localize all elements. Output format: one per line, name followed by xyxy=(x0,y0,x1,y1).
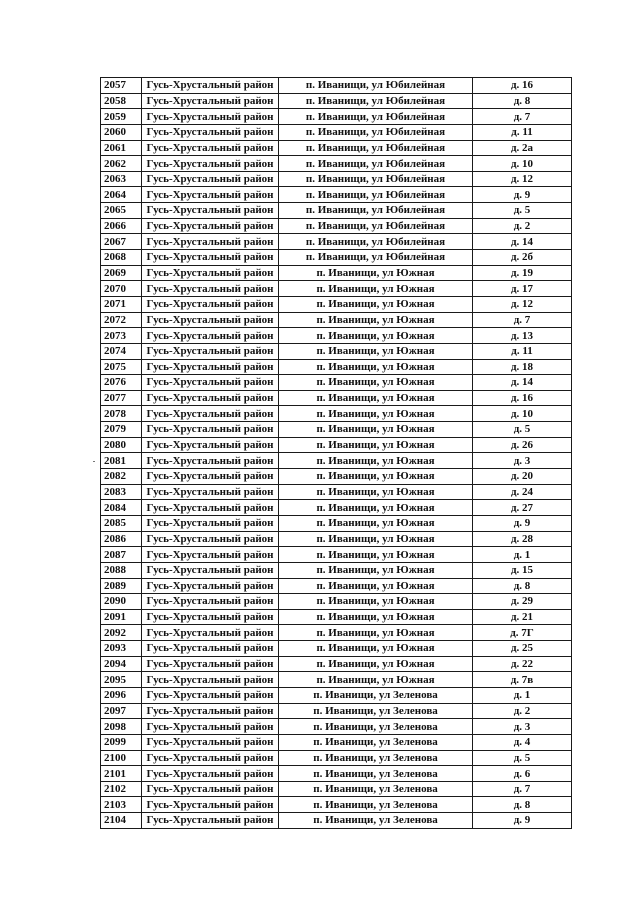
table-row xyxy=(101,265,572,281)
row-number-cell: 2066 xyxy=(101,218,142,234)
district-cell: Гусь-Хрустальный район xyxy=(142,312,279,328)
district-cell: Гусь-Хрустальный район xyxy=(142,578,279,594)
house-number-cell: д. 8 xyxy=(473,797,572,813)
district-cell: Гусь-Хрустальный район xyxy=(142,547,279,563)
table-row xyxy=(101,578,572,594)
district-cell: Гусь-Хрустальный район xyxy=(142,93,279,109)
table-row xyxy=(101,359,572,375)
row-number-cell: 2086 xyxy=(101,531,142,547)
row-number-cell: 2071 xyxy=(101,296,142,312)
table-row xyxy=(101,156,572,172)
district-cell: Гусь-Хрустальный район xyxy=(142,140,279,156)
house-number-cell: д. 21 xyxy=(473,609,572,625)
street-cell: п. Иванищи, ул Зеленова xyxy=(279,781,473,797)
street-cell: п. Иванищи, ул Южная xyxy=(279,375,473,391)
street-cell: п. Иванищи, ул Южная xyxy=(279,265,473,281)
row-number-cell: 2088 xyxy=(101,562,142,578)
district-cell: Гусь-Хрустальный район xyxy=(142,531,279,547)
street-cell: п. Иванищи, ул Зеленова xyxy=(279,687,473,703)
house-number-cell: д. 3 xyxy=(473,453,572,469)
district-cell: Гусь-Хрустальный район xyxy=(142,171,279,187)
district-cell: Гусь-Хрустальный район xyxy=(142,437,279,453)
house-number-cell: д. 5 xyxy=(473,203,572,219)
house-number-cell: д. 17 xyxy=(473,281,572,297)
house-number-cell: д. 10 xyxy=(473,156,572,172)
street-cell: п. Иванищи, ул Южная xyxy=(279,531,473,547)
row-number-cell: 2090 xyxy=(101,594,142,610)
house-number-cell: д. 12 xyxy=(473,171,572,187)
district-cell: Гусь-Хрустальный район xyxy=(142,78,279,94)
district-cell: Гусь-Хрустальный район xyxy=(142,265,279,281)
district-cell: Гусь-Хрустальный район xyxy=(142,562,279,578)
street-cell: п. Иванищи, ул Юбилейная xyxy=(279,171,473,187)
row-number-cell: 2101 xyxy=(101,766,142,782)
street-cell: п. Иванищи, ул Южная xyxy=(279,515,473,531)
district-cell: Гусь-Хрустальный район xyxy=(142,766,279,782)
district-cell: Гусь-Хрустальный район xyxy=(142,343,279,359)
table-row xyxy=(101,312,572,328)
district-cell: Гусь-Хрустальный район xyxy=(142,687,279,703)
street-cell: п. Иванищи, ул Южная xyxy=(279,390,473,406)
table-row xyxy=(101,641,572,657)
house-number-cell: д. 16 xyxy=(473,390,572,406)
street-cell: п. Иванищи, ул Зеленова xyxy=(279,813,473,829)
house-number-cell: д. 14 xyxy=(473,375,572,391)
house-number-cell: д. 2 xyxy=(473,703,572,719)
street-cell: п. Иванищи, ул Южная xyxy=(279,594,473,610)
district-cell: Гусь-Хрустальный район xyxy=(142,296,279,312)
house-number-cell: д. 7 xyxy=(473,781,572,797)
row-number-cell: 2060 xyxy=(101,124,142,140)
district-cell: Гусь-Хрустальный район xyxy=(142,453,279,469)
district-cell: Гусь-Хрустальный район xyxy=(142,124,279,140)
row-number-cell: 2079 xyxy=(101,422,142,438)
house-number-cell: д. 29 xyxy=(473,594,572,610)
district-cell: Гусь-Хрустальный район xyxy=(142,515,279,531)
table-row xyxy=(101,343,572,359)
table-row xyxy=(101,562,572,578)
street-cell: п. Иванищи, ул Зеленова xyxy=(279,734,473,750)
address-table-body xyxy=(101,78,572,829)
district-cell: Гусь-Хрустальный район xyxy=(142,781,279,797)
table-row xyxy=(101,750,572,766)
house-number-cell: д. 2 xyxy=(473,218,572,234)
street-cell: п. Иванищи, ул Южная xyxy=(279,406,473,422)
table-row xyxy=(101,171,572,187)
street-cell: п. Иванищи, ул Зеленова xyxy=(279,703,473,719)
house-number-cell: д. 2а xyxy=(473,140,572,156)
table-row xyxy=(101,547,572,563)
district-cell: Гусь-Хрустальный район xyxy=(142,672,279,688)
table-row xyxy=(101,734,572,750)
row-number-cell: 2072 xyxy=(101,312,142,328)
row-number-cell: 2104 xyxy=(101,813,142,829)
district-cell: Гусь-Хрустальный район xyxy=(142,187,279,203)
house-number-cell: д. 5 xyxy=(473,750,572,766)
district-cell: Гусь-Хрустальный район xyxy=(142,422,279,438)
district-cell: Гусь-Хрустальный район xyxy=(142,469,279,485)
table-row xyxy=(101,375,572,391)
row-number-cell: 2074 xyxy=(101,343,142,359)
street-cell: п. Иванищи, ул Юбилейная xyxy=(279,124,473,140)
house-number-cell: д. 11 xyxy=(473,343,572,359)
district-cell: Гусь-Хрустальный район xyxy=(142,390,279,406)
row-number-cell: 2093 xyxy=(101,641,142,657)
table-row xyxy=(101,281,572,297)
row-number-cell: 2092 xyxy=(101,625,142,641)
street-cell: п. Иванищи, ул Южная xyxy=(279,641,473,657)
row-number-cell: 2070 xyxy=(101,281,142,297)
district-cell: Гусь-Хрустальный район xyxy=(142,406,279,422)
table-row xyxy=(101,703,572,719)
street-cell: п. Иванищи, ул Юбилейная xyxy=(279,218,473,234)
street-cell: п. Иванищи, ул Юбилейная xyxy=(279,93,473,109)
row-number-cell: 2067 xyxy=(101,234,142,250)
row-number-cell: 2082 xyxy=(101,469,142,485)
row-number-cell: 2078 xyxy=(101,406,142,422)
table-row xyxy=(101,484,572,500)
street-cell: п. Иванищи, ул Южная xyxy=(279,296,473,312)
street-cell: п. Иванищи, ул Южная xyxy=(279,359,473,375)
table-row xyxy=(101,594,572,610)
row-number-cell: 2084 xyxy=(101,500,142,516)
row-number-cell: 2057 xyxy=(101,78,142,94)
street-cell: п. Иванищи, ул Южная xyxy=(279,484,473,500)
street-cell: п. Иванищи, ул Юбилейная xyxy=(279,140,473,156)
street-cell: п. Иванищи, ул Зеленова xyxy=(279,750,473,766)
table-row xyxy=(101,515,572,531)
district-cell: Гусь-Хрустальный район xyxy=(142,234,279,250)
house-number-cell: д. 15 xyxy=(473,562,572,578)
street-cell: п. Иванищи, ул Зеленова xyxy=(279,766,473,782)
house-number-cell: д. 13 xyxy=(473,328,572,344)
row-number-cell: 2099 xyxy=(101,734,142,750)
row-number-cell: 2094 xyxy=(101,656,142,672)
house-number-cell: д. 7в xyxy=(473,672,572,688)
house-number-cell: д. 11 xyxy=(473,124,572,140)
table-row xyxy=(101,625,572,641)
table-row xyxy=(101,609,572,625)
district-cell: Гусь-Хрустальный район xyxy=(142,625,279,641)
row-number-cell: 2076 xyxy=(101,375,142,391)
row-number-cell: 2062 xyxy=(101,156,142,172)
row-number-cell: 2095 xyxy=(101,672,142,688)
street-cell: п. Иванищи, ул Южная xyxy=(279,437,473,453)
district-cell: Гусь-Хрустальный район xyxy=(142,656,279,672)
house-number-cell: д. 4 xyxy=(473,734,572,750)
table-row xyxy=(101,766,572,782)
district-cell: Гусь-Хрустальный район xyxy=(142,281,279,297)
district-cell: Гусь-Хрустальный район xyxy=(142,218,279,234)
district-cell: Гусь-Хрустальный район xyxy=(142,156,279,172)
house-number-cell: д. 1 xyxy=(473,687,572,703)
table-row xyxy=(101,140,572,156)
district-cell: Гусь-Хрустальный район xyxy=(142,250,279,266)
table-row xyxy=(101,109,572,125)
row-number-cell: 2087 xyxy=(101,547,142,563)
table-row xyxy=(101,437,572,453)
table-row xyxy=(101,218,572,234)
house-number-cell: д. 10 xyxy=(473,406,572,422)
row-number-cell: 2058 xyxy=(101,93,142,109)
district-cell: Гусь-Хрустальный район xyxy=(142,500,279,516)
house-number-cell: д. 25 xyxy=(473,641,572,657)
table-row xyxy=(101,719,572,735)
district-cell: Гусь-Хрустальный район xyxy=(142,609,279,625)
district-cell: Гусь-Хрустальный район xyxy=(142,750,279,766)
table-row xyxy=(101,93,572,109)
street-cell: п. Иванищи, ул Южная xyxy=(279,469,473,485)
house-number-cell: д. 6 xyxy=(473,766,572,782)
street-cell: п. Иванищи, ул Юбилейная xyxy=(279,78,473,94)
street-cell: п. Иванищи, ул Южная xyxy=(279,625,473,641)
table-row xyxy=(101,406,572,422)
street-cell: п. Иванищи, ул Юбилейная xyxy=(279,187,473,203)
street-cell: п. Иванищи, ул Южная xyxy=(279,343,473,359)
district-cell: Гусь-Хрустальный район xyxy=(142,734,279,750)
table-row xyxy=(101,687,572,703)
street-cell: п. Иванищи, ул Южная xyxy=(279,578,473,594)
district-cell: Гусь-Хрустальный район xyxy=(142,203,279,219)
row-number-cell: 2102 xyxy=(101,781,142,797)
row-number-cell: 2089 xyxy=(101,578,142,594)
row-number-cell: 2073 xyxy=(101,328,142,344)
street-cell: п. Иванищи, ул Южная xyxy=(279,453,473,469)
street-cell: п. Иванищи, ул Южная xyxy=(279,312,473,328)
row-number-cell: 2081 xyxy=(101,453,142,469)
row-number-cell: 2085 xyxy=(101,515,142,531)
row-number-cell: 2091 xyxy=(101,609,142,625)
street-cell: п. Иванищи, ул Зеленова xyxy=(279,797,473,813)
district-cell: Гусь-Хрустальный район xyxy=(142,641,279,657)
house-number-cell: д. 9 xyxy=(473,813,572,829)
row-number-cell: 2098 xyxy=(101,719,142,735)
table-row xyxy=(101,797,572,813)
table-row xyxy=(101,124,572,140)
row-number-cell: 2077 xyxy=(101,390,142,406)
house-number-cell: д. 24 xyxy=(473,484,572,500)
row-number-cell: 2096 xyxy=(101,687,142,703)
house-number-cell: д. 18 xyxy=(473,359,572,375)
row-number-cell: 2061 xyxy=(101,140,142,156)
house-number-cell: д. 9 xyxy=(473,187,572,203)
district-cell: Гусь-Хрустальный район xyxy=(142,797,279,813)
street-cell: п. Иванищи, ул Южная xyxy=(279,328,473,344)
street-cell: п. Иванищи, ул Южная xyxy=(279,547,473,563)
house-number-cell: д. 7 xyxy=(473,312,572,328)
table-row xyxy=(101,78,572,94)
table-row xyxy=(101,296,572,312)
street-cell: п. Иванищи, ул Южная xyxy=(279,422,473,438)
house-number-cell: д. 9 xyxy=(473,515,572,531)
house-number-cell: д. 3 xyxy=(473,719,572,735)
table-row xyxy=(101,328,572,344)
row-number-cell: 2103 xyxy=(101,797,142,813)
house-number-cell: д. 2б xyxy=(473,250,572,266)
house-number-cell: д. 5 xyxy=(473,422,572,438)
house-number-cell: д. 8 xyxy=(473,93,572,109)
house-number-cell: д. 7 xyxy=(473,109,572,125)
row-number-cell: 2083 xyxy=(101,484,142,500)
row-number-cell: 2080 xyxy=(101,437,142,453)
street-cell: п. Иванищи, ул Южная xyxy=(279,609,473,625)
street-cell: п. Иванищи, ул Южная xyxy=(279,562,473,578)
row-number-cell: 2097 xyxy=(101,703,142,719)
house-number-cell: д. 27 xyxy=(473,500,572,516)
street-cell: п. Иванищи, ул Южная xyxy=(279,672,473,688)
house-number-cell: д. 26 xyxy=(473,437,572,453)
house-number-cell: д. 19 xyxy=(473,265,572,281)
street-cell: п. Иванищи, ул Южная xyxy=(279,281,473,297)
table-row xyxy=(101,500,572,516)
street-cell: п. Иванищи, ул Юбилейная xyxy=(279,250,473,266)
table-row xyxy=(101,656,572,672)
street-cell: п. Иванищи, ул Зеленова xyxy=(279,719,473,735)
table-row xyxy=(101,250,572,266)
house-number-cell: д. 12 xyxy=(473,296,572,312)
district-cell: Гусь-Хрустальный район xyxy=(142,813,279,829)
district-cell: Гусь-Хрустальный район xyxy=(142,359,279,375)
row-number-cell: 2059 xyxy=(101,109,142,125)
district-cell: Гусь-Хрустальный район xyxy=(142,594,279,610)
house-number-cell: д. 7Г xyxy=(473,625,572,641)
table-row xyxy=(101,781,572,797)
table-row xyxy=(101,453,572,469)
table-row xyxy=(101,390,572,406)
house-number-cell: д. 22 xyxy=(473,656,572,672)
table-row xyxy=(101,531,572,547)
row-number-cell: 2069 xyxy=(101,265,142,281)
district-cell: Гусь-Хрустальный район xyxy=(142,375,279,391)
district-cell: Гусь-Хрустальный район xyxy=(142,109,279,125)
table-row xyxy=(101,203,572,219)
row-number-cell: 2075 xyxy=(101,359,142,375)
table-row xyxy=(101,813,572,829)
table-row xyxy=(101,469,572,485)
district-cell: Гусь-Хрустальный район xyxy=(142,703,279,719)
row-number-cell: 2100 xyxy=(101,750,142,766)
street-cell: п. Иванищи, ул Юбилейная xyxy=(279,203,473,219)
district-cell: Гусь-Хрустальный район xyxy=(142,328,279,344)
street-cell: п. Иванищи, ул Южная xyxy=(279,656,473,672)
street-cell: п. Иванищи, ул Южная xyxy=(279,500,473,516)
district-cell: Гусь-Хрустальный район xyxy=(142,719,279,735)
row-number-cell: 2064 xyxy=(101,187,142,203)
street-cell: п. Иванищи, ул Юбилейная xyxy=(279,109,473,125)
row-number-cell: 2063 xyxy=(101,171,142,187)
street-cell: п. Иванищи, ул Юбилейная xyxy=(279,234,473,250)
house-number-cell: д. 8 xyxy=(473,578,572,594)
district-cell: Гусь-Хрустальный район xyxy=(142,484,279,500)
house-number-cell: д. 1 xyxy=(473,547,572,563)
house-number-cell: д. 28 xyxy=(473,531,572,547)
address-table xyxy=(100,77,572,829)
table-row xyxy=(101,672,572,688)
row-number-cell: 2065 xyxy=(101,203,142,219)
street-cell: п. Иванищи, ул Юбилейная xyxy=(279,156,473,172)
scan-speck xyxy=(93,461,95,462)
table-row xyxy=(101,234,572,250)
house-number-cell: д. 20 xyxy=(473,469,572,485)
house-number-cell: д. 14 xyxy=(473,234,572,250)
table-row xyxy=(101,422,572,438)
row-number-cell: 2068 xyxy=(101,250,142,266)
table-row xyxy=(101,187,572,203)
house-number-cell: д. 16 xyxy=(473,78,572,94)
